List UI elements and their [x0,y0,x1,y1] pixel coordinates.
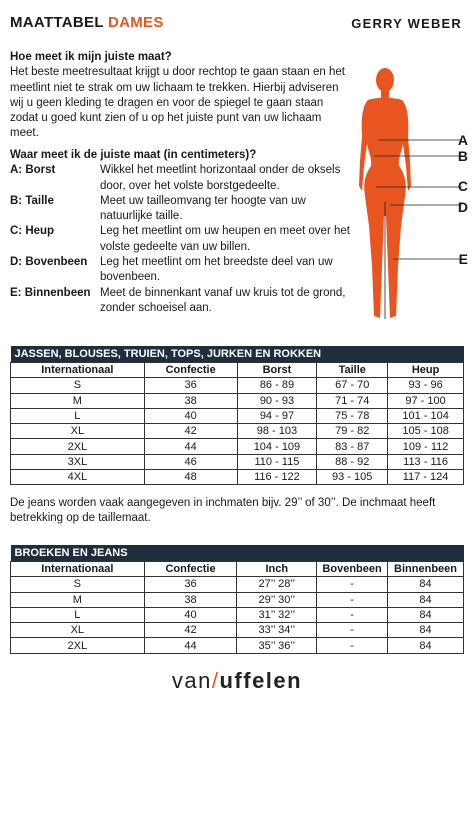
table-cell: 101 - 104 [388,408,464,423]
measure-text: Meet uw tailleomvang ter hoogte van uw natuurlijke taille. [100,194,306,223]
table-row [11,607,464,622]
table-row [11,378,464,393]
measure-label: E: Binnenbeen [10,286,91,299]
column-header: Internationaal [11,562,145,577]
table-cell: 109 - 112 [388,439,464,454]
column-header: Bovenbeen [317,562,388,577]
measure-heading: Waar meet ik de juiste maat (in centimeters)? [10,149,257,161]
measure-label: C: Heup [10,225,55,238]
table-cell: 86 - 89 [237,378,317,393]
table-row [11,470,464,485]
column-header: Borst [237,363,317,378]
table-row [11,424,464,439]
table-cell: 33’’ 34’’ [237,623,317,638]
table-cell: 42 [144,623,237,638]
table-cell: 110 - 115 [237,454,317,469]
table-cell: 83 - 87 [317,439,388,454]
table-cell: 3XL [11,454,145,469]
column-header: Heup [388,363,464,378]
table-cell: 2XL [11,638,145,653]
column-header: Confectie [144,363,237,378]
table-cell: - [317,592,388,607]
table-cell: 42 [144,424,237,439]
table-cell: 29’’ 30’’ [237,592,317,607]
table-cell: XL [11,623,145,638]
measure-text: Leg het meetlint om het breedste deel van uw bovenbeen. [100,256,333,284]
body-figure [348,66,468,326]
table-cell: 40 [144,408,237,423]
intro-text: Het beste meetresultaat krijgt u door rechtop te gaan staan en het meetlint niet te strak om uw lichaam te trekken. Hierbij adviseren wij u geen kleding te dragen en voor de spiegel te gaan staan zodat u goed kunt zien of u op het juiste punt van uw lichaam meet. [10,66,345,140]
table-cell: 48 [144,470,237,485]
table-cell: 35’’ 36’’ [237,638,317,653]
table-cell: 2XL [11,439,145,454]
table-cell: 105 - 108 [388,424,464,439]
table-cell: 75 - 78 [317,408,388,423]
marker-b: B [457,148,468,164]
logo-part-van: van [171,668,212,693]
table-cell: 84 [388,638,464,653]
measure-item [10,255,355,286]
column-header: Inch [237,562,317,577]
table-cell: 31’’ 32’’ [237,607,317,622]
table-cell: 93 - 105 [317,470,388,485]
title-main: MAATTABEL [10,14,108,31]
table-cell: 88 - 92 [317,454,388,469]
table-cell: 113 - 116 [388,454,464,469]
table-cell: 117 - 124 [388,470,464,485]
table-cell: 84 [388,577,464,592]
measure-text: Meet de binnenkant vanaf uw kruis tot de grond, zonder schoeisel aan. [100,286,346,314]
size-table-tops [10,346,464,485]
table-cell: 4XL [11,470,145,485]
table-row [11,623,464,638]
table-cell: 84 [388,607,464,622]
marker-d: D [457,199,468,215]
title-accent: DAMES [108,14,164,31]
table-row [11,638,464,653]
table-cell: 116 - 122 [237,470,317,485]
table-cell: S [11,577,145,592]
measure-item [10,194,355,225]
table-cell: 98 - 103 [237,424,317,439]
logo-part-uffelen: uffelen [219,668,303,693]
table-cell: - [317,638,388,653]
marker-c: C [457,178,468,194]
table-cell: 104 - 109 [237,439,317,454]
column-header: Internationaal [11,363,145,378]
table-cell: 97 - 100 [388,393,464,408]
table-cell: L [11,408,145,423]
table-cell: 94 - 97 [237,408,317,423]
table-cell: 71 - 74 [317,393,388,408]
table-cell: 44 [144,638,237,653]
table-cell: 36 [144,378,237,393]
header [10,14,462,36]
table-title: JASSEN, BLOUSES, TRUIEN, TOPS, JURKEN EN ROKKEN [11,346,464,363]
measure-label: D: Bovenbeen [10,256,88,269]
table-cell: 67 - 70 [317,378,388,393]
measure-label: B: Taille [10,194,54,207]
table-cell: - [317,607,388,622]
logo-slash: / [211,668,220,693]
table-cell: 84 [388,623,464,638]
table-row [11,454,464,469]
brand-logo: GERRY WEBER [351,16,462,31]
intro-section [10,50,350,142]
marker-a: A [457,132,468,148]
page-title [10,14,164,31]
table-cell: 79 - 82 [317,424,388,439]
table-cell: 27’’ 28’’ [237,577,317,592]
measure-label: A: Borst [10,164,56,177]
measure-text: Wikkel het meetlint horizontaal onder de oksels door, over het volste borstgedeelte. [100,164,341,192]
table-cell: 40 [144,607,237,622]
body-silhouette-icon [348,66,468,326]
measure-item [10,163,355,194]
table-cell: 44 [144,439,237,454]
measure-item [10,286,355,317]
measure-text: Leg het meetlint om uw heupen en meet over het volste gedeelte van uw billen. [100,225,350,253]
column-header: Binnenbeen [388,562,464,577]
intro-heading: Hoe meet ik mijn juiste maat? [10,51,172,63]
measure-item [10,224,355,255]
column-header: Taille [317,363,388,378]
van-uffelen-logo [0,668,474,694]
table-cell: 38 [144,393,237,408]
table-row [11,393,464,408]
column-header: Confectie [144,562,237,577]
size-table-trousers [10,545,464,654]
table-cell: 38 [144,592,237,607]
table-cell: - [317,623,388,638]
table-cell: M [11,592,145,607]
table-cell: 90 - 93 [237,393,317,408]
inch-note: De jeans worden vaak aangegeven in inchmaten bijv. 29’’ of 30’’. De inchmaat heeft betrekking op de taillemaat. [10,497,436,525]
table-row [11,408,464,423]
table-row [11,577,464,592]
marker-e: E [458,251,468,267]
table-cell: 93 - 96 [388,378,464,393]
table-cell: M [11,393,145,408]
table-cell: L [11,607,145,622]
measure-section [10,148,355,316]
table-cell: 84 [388,592,464,607]
table-cell: S [11,378,145,393]
table-row [11,439,464,454]
table-cell: - [317,577,388,592]
table-cell: 46 [144,454,237,469]
table-cell: 36 [144,577,237,592]
table-cell: XL [11,424,145,439]
table-title: BROEKEN EN JEANS [11,545,464,562]
table-row [11,592,464,607]
